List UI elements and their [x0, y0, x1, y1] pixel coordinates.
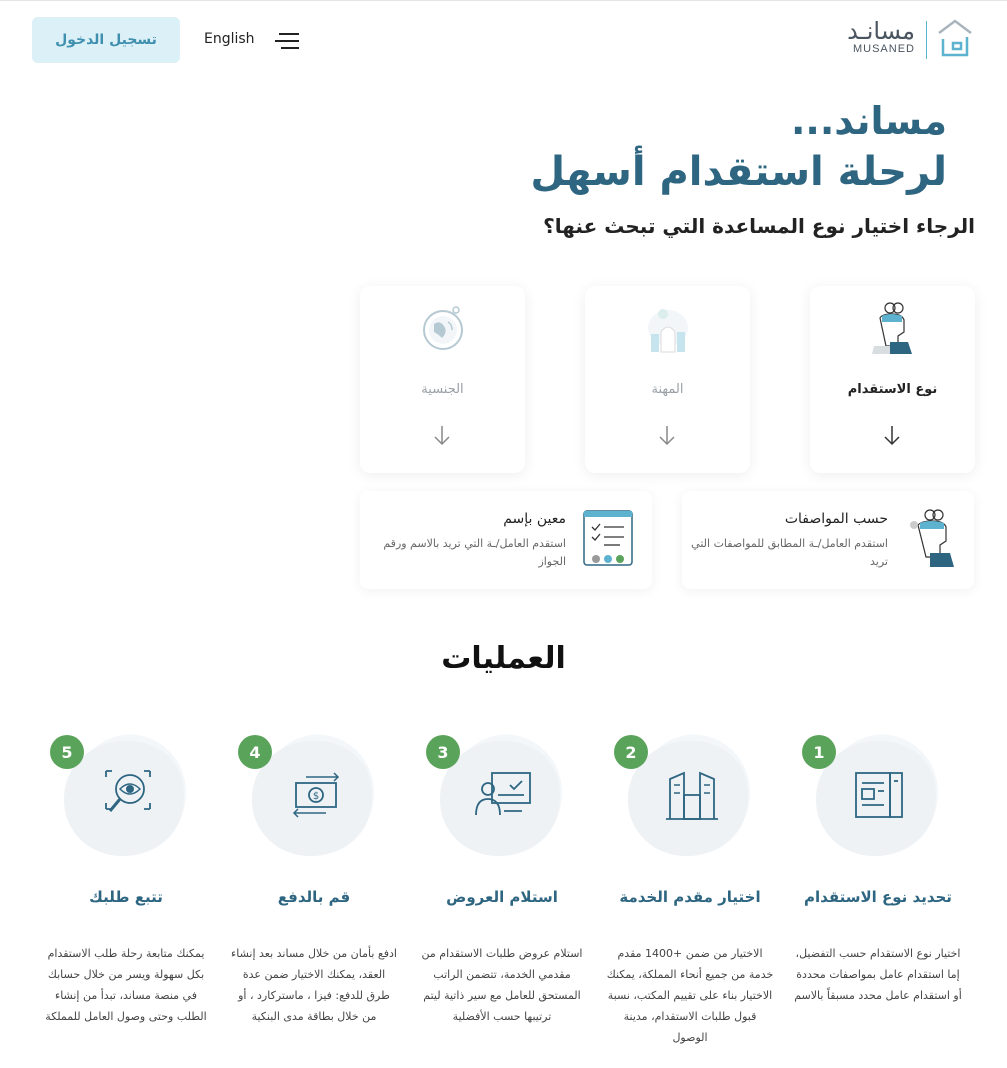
step-description: استلام عروض طلبات الاستقدام من مقدمي الخدمة، تتضمن الراتب المستحق للعامل مع سير ذاتية ليتم ترتيبها حسب الأفضلية — [421, 947, 583, 1023]
presentation-icon — [474, 765, 534, 825]
step-title: اختيار مقدم الخدمة — [619, 888, 761, 906]
option-profession-label: المهنة — [651, 382, 684, 397]
musaned-logo[interactable] — [843, 17, 975, 61]
process-step — [788, 733, 968, 1063]
language-switch[interactable]: English — [204, 31, 255, 47]
step-title: تحديد نوع الاستقدام — [804, 888, 952, 906]
option-nationality[interactable] — [360, 286, 525, 473]
logo-english-text: MUSANED — [852, 43, 915, 55]
sub-option-by-specs-title: حسب المواصفات — [784, 511, 888, 527]
step-title: تتبع طلبك — [89, 888, 163, 906]
option-recruitment-type-label: نوع الاستقدام — [847, 382, 938, 397]
step-description: ادفع بأمان من خلال مساند بعد إنشاء العقد، يمكنك الاختيار ضمن عدة طرق للدفع: فيزا ، ماستركارد ، أو من خلال بطاقة مدى البنكية — [231, 947, 397, 1023]
hero-title-line1: مساند... — [791, 99, 947, 143]
logo-divider — [926, 21, 927, 59]
sub-option-by-name-desc: استقدم العامل/ـة التي تريد بالاسم ورقم الجواز — [383, 537, 566, 568]
process-step — [412, 733, 592, 1063]
step-title: قم بالدفع — [277, 888, 351, 906]
login-button[interactable]: تسجيل الدخول — [32, 17, 180, 63]
option-recruitment-type[interactable] — [810, 286, 975, 473]
arrow-down-icon — [882, 424, 902, 446]
logo-arabic-text: مسانـد — [847, 17, 915, 45]
step-description: الاختيار من ضمن +1400 مقدم خدمة من جميع أنحاء المملكة، يمكنك الاختيار بناء على تقييم المكتب، نسبة قبول طلبات الاستقدام، مدينة الوصول — [606, 947, 774, 1044]
building-icon — [662, 765, 722, 825]
arrow-down-icon — [657, 424, 677, 446]
money-transfer-icon — [286, 765, 346, 825]
step-number-badge: 1 — [802, 735, 836, 769]
eye-search-icon — [98, 765, 158, 825]
step-number-badge: 3 — [426, 735, 460, 769]
step-number-badge: 5 — [50, 735, 84, 769]
option-profession[interactable] — [585, 286, 750, 473]
document-icon — [850, 765, 910, 825]
checklist-icon — [580, 507, 636, 571]
globe-icon — [418, 302, 468, 358]
step-description: يمكنك متابعة رحلة طلب الاستقدام بكل سهولة ويسر من خلال حسابك في منصة مساند، تبدأ من إنشاء الطلب وحتى وصول العامل للمملكة — [45, 947, 207, 1023]
sub-option-by-specs-desc: استقدم العامل/ـة المطابق للمواصفات التي تريد — [691, 537, 888, 568]
assistance-prompt: الرجاء اختيار نوع المساعدة التي تبحث عنها؟ — [543, 214, 975, 238]
process-step — [36, 733, 216, 1063]
worker-specs-icon — [904, 507, 958, 571]
svg-text:$: $ — [312, 791, 320, 802]
sub-option-by-name-title: معين بإسم — [503, 511, 566, 527]
processes-title: العمليات — [441, 641, 566, 676]
step-title: استلام العروض — [446, 888, 558, 906]
sub-option-by-specs[interactable] — [682, 491, 974, 589]
arrow-down-icon — [432, 424, 452, 446]
worker-profile-icon — [868, 302, 918, 358]
logo-house-icon — [935, 17, 975, 61]
process-step — [600, 733, 780, 1063]
profession-icon — [643, 302, 693, 358]
step-number-badge: 2 — [614, 735, 648, 769]
sub-option-by-name[interactable] — [360, 491, 652, 589]
hero-title-line2: لرحلة استقدام أسهل — [530, 149, 947, 195]
option-nationality-label: الجنسية — [421, 382, 464, 397]
step-description: اختيار نوع الاستقدام حسب التفضيل، إما استقدام عامل بمواصفات محددة أو استقدام عامل محدد مسبقاً بالاسم — [794, 947, 962, 1002]
process-step — [224, 733, 404, 1063]
hamburger-menu-icon[interactable] — [275, 31, 301, 51]
step-number-badge: 4 — [238, 735, 272, 769]
